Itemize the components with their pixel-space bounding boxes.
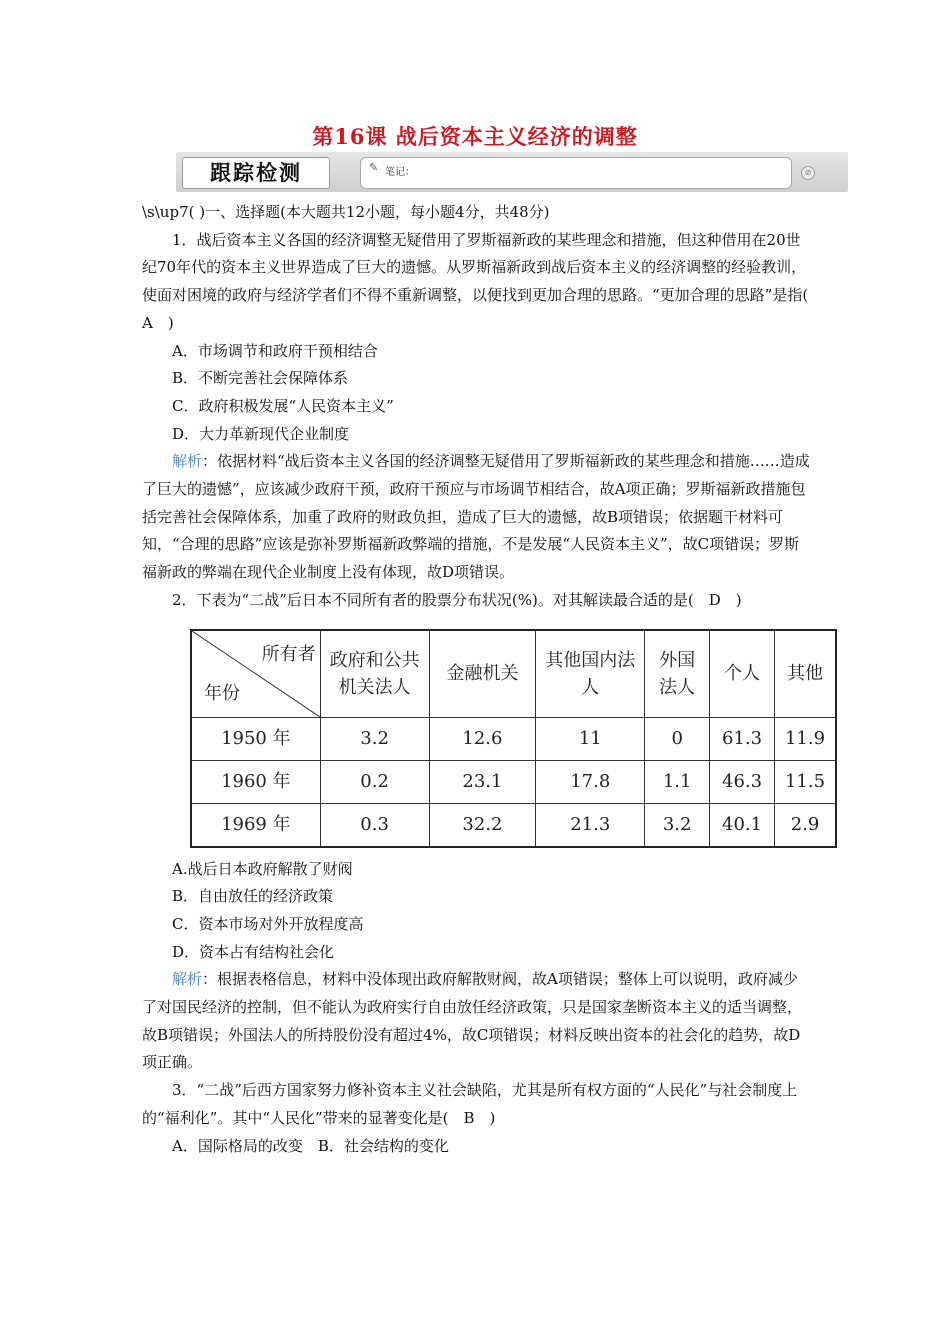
table-cell: 23.1 (429, 760, 536, 803)
table-cell: 46.3 (710, 760, 775, 803)
q1-analysis (142, 448, 812, 587)
question-2-stem: 2．下表为“二战”后日本不同所有者的股票分布状况(%)。对其解读最合适的是( D ) (172, 590, 742, 609)
banner-label: 跟踪检测 (182, 157, 330, 189)
table-cell: 11.9 (775, 717, 836, 760)
table-cell: 11 (536, 717, 645, 760)
table-cell: 3.2 (645, 803, 710, 847)
section-header: \s\up7( )一、选择题(本大题共12小题，每小题4分，共48分) (142, 203, 550, 221)
table-cell: 61.3 (710, 717, 775, 760)
question-3-stem: 3．“二战”后西方国家努力修补资本主义社会缺陷，尤其是所有权方面的“人民化”与社会制度上的“福利化”。其中“人民化”带来的显著变化是( B ) (142, 1081, 798, 1127)
q1-option-c: C．政府积极发展“人民资本主义” (172, 396, 394, 415)
table-cell: 32.2 (429, 803, 536, 847)
table-cell: 11.5 (775, 760, 836, 803)
table-header-cell: 其他国内法人 (536, 630, 645, 718)
stock-distribution-table (190, 629, 837, 848)
table-header-cell: 金融机关 (429, 630, 536, 718)
table-cell: 40.1 (710, 803, 775, 847)
table-corner-cell (191, 630, 320, 718)
table-row (191, 803, 836, 847)
table-cell: 21.3 (536, 803, 645, 847)
q2-option-d: D．资本占有结构社会化 (172, 942, 335, 961)
table-cell: 0 (645, 717, 710, 760)
table-row (191, 760, 836, 803)
corner-label-year: 年份 (204, 682, 240, 704)
question-1-stem: 1．战后资本主义各国的经济调整无疑借用了罗斯福新政的某些理念和措施，但这种借用在20世纪70年代的资本主义世界造成了巨大的遗憾。从罗斯福新政到战后资本主义的经济调整的经验教训，使面对困境的政府与经济学者们不得不重新调整，以便找到更加合理的思路。“更加合理的思路”是指( A ) (142, 230, 824, 332)
page-title: 第16课 战后资本主义经济的调整 (312, 124, 638, 149)
q2-analysis (142, 966, 812, 1077)
close-icon[interactable]: ⊘ (801, 166, 815, 180)
table-cell: 3.2 (320, 717, 429, 760)
table-cell: 1950 年 (191, 717, 320, 760)
table-header-cell: 政府和公共机关法人 (320, 630, 429, 718)
table-row (191, 717, 836, 760)
table-cell: 1.1 (645, 760, 710, 803)
q2-option-a: A.战后日本政府解散了财阀 (172, 859, 353, 878)
corner-label-owner: 所有者 (261, 643, 316, 665)
q1-option-d: D．大力革新现代企业制度 (172, 424, 350, 443)
q2-option-b: B．自由放任的经济政策 (172, 887, 334, 906)
q1-option-b: B．不断完善社会保障体系 (172, 369, 349, 388)
table-cell: 1960 年 (191, 760, 320, 803)
table-header-cell: 其他 (775, 630, 836, 718)
q3-options: A．国际格局的改变 B．社会结构的变化 (172, 1136, 449, 1155)
table-cell: 1969 年 (191, 803, 320, 847)
pencil-icon: ✎ (369, 161, 379, 174)
table-cell: 0.2 (320, 760, 429, 803)
table-cell: 17.8 (536, 760, 645, 803)
q1-option-a: A．市场调节和政府干预相结合 (172, 341, 378, 360)
table-header-cell: 外国法人 (645, 630, 710, 718)
document-body (142, 199, 826, 1160)
table-header-cell: 个人 (710, 630, 775, 718)
notes-field[interactable] (360, 157, 792, 189)
analysis-label: 解析 (172, 452, 203, 471)
tracking-banner (176, 152, 848, 192)
q2-analysis-text: ：根据表格信息，材料中没体现出政府解散财阀，故A项错误；整体上可以说明，政府减少了对国民经济的控制，但不能认为政府实行自由放任经济政策，只是国家垄断资本主义的适当调整，故B项错误；外国法人的所持股份没有超过4%，故C项错误；材料反映出资本的社会化的趋势，故D项正确。 (142, 970, 803, 1072)
table-header-row (191, 630, 836, 718)
table-cell: 2.9 (775, 803, 836, 847)
table-cell: 0.3 (320, 803, 429, 847)
q1-analysis-text: ：依据材料“战后资本主义各国的经济调整无疑借用了罗斯福新政的某些理念和措施……造成了巨大的遗憾”，应该减少政府干预，政府干预应与市场调节相结合，故A项正确；罗斯福新政措施包括完善社会保障体系，加重了政府的财政负担，造成了巨大的遗憾，故B项错误；依据题干材料可知，“合理的思路”应该是弥补罗斯福新政弊端的措施，不是发展“人民资本主义”，故C项错误；罗斯福新政的弊端在现代企业制度上没有体现，故D项错误。 (142, 452, 810, 582)
q2-option-c: C．资本市场对外开放程度高 (172, 914, 364, 933)
analysis-label: 解析 (172, 970, 203, 989)
table-cell: 12.6 (429, 717, 536, 760)
notes-label: 笔记： (385, 167, 415, 178)
